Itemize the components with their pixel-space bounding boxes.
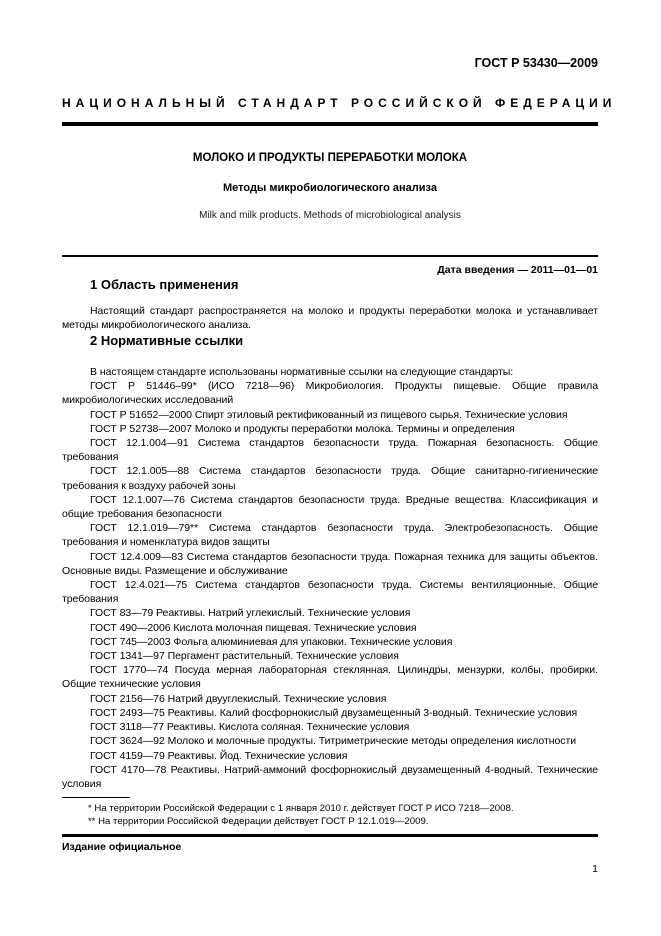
title-rule: [62, 255, 598, 257]
reference-item: ГОСТ 83—79 Реактивы. Натрий углекислый. Технические условия: [90, 607, 411, 620]
reference-item: ГОСТ 12.1.005—88 Система стандартов безопасности труда. Общие санитарно-гигиенические требования к воздуху рабочей зоны: [62, 465, 598, 492]
reference-item: ГОСТ 2156—76 Натрий двууглекислый. Технические условия: [90, 692, 387, 705]
reference-item: ГОСТ 745—2003 Фольга алюминиевая для упаковки. Технические условия: [90, 635, 453, 648]
reference-item: ГОСТ 12.1.007—76 Система стандартов безопасности труда. Вредные вещества. Классификация и общие требования безопасности: [62, 493, 598, 521]
reference-item: ГОСТ 2493—75 Реактивы. Калий фосфорнокислый двузамещенный 3-водный. Технические условия: [90, 706, 578, 719]
footer-rule: [62, 834, 598, 837]
footnote-1: * На территории Российской Федерации с 1 января 2010 г. действует ГОСТ Р ИСО 7218—2008.: [88, 803, 514, 815]
reference-item: ГОСТ 3624—92 Молоко и молочные продукты. Титриметрические методы определения кислотности: [90, 735, 577, 748]
reference-item: ГОСТ 12.1.019—79** Система стандартов безопасности труда. Электробезопасность. Общие требования и номенклатура видов защиты: [62, 522, 598, 549]
reference-item: ГОСТ 12.4.021—75 Система стандартов безопасности труда. Системы вентиляционные. Общие требования: [62, 579, 598, 606]
introduction-date: Дата введения — 2011—01—01: [437, 264, 598, 276]
reference-item: ГОСТ 490—2006 Кислота молочная пищевая. Технические условия: [90, 621, 417, 634]
reference-item: ГОСТ Р 52738—2007 Молоко и продукты переработки молока. Термины и определения: [90, 422, 515, 435]
doc-subtitle-ru: Методы микробиологического анализа: [223, 182, 437, 194]
footnote-2: ** На территории Российской Федерации действует ГОСТ Р 12.1.019—2009.: [88, 815, 429, 827]
reference-item: ГОСТ 4159—79 Реактивы. Йод. Технические условия: [90, 749, 348, 762]
reference-item: ГОСТ Р 51652—2000 Спирт этиловый ректификованный из пищевого сырья. Технические условия: [90, 408, 568, 421]
reference-item: ГОСТ 1770—74 Посуда мерная лабораторная стеклянная. Цилиндры, мензурки, колбы, пробирки. Общие технические условия: [62, 664, 598, 691]
doc-title-ru: МОЛОКО И ПРОДУКТЫ ПЕРЕРАБОТКИ МОЛОКА: [192, 152, 468, 164]
section-heading-references: 2 Нормативные ссылки: [90, 332, 244, 348]
doc-title-en: Milk and milk products. Methods of microbiological analysis: [199, 210, 461, 221]
reference-item: ГОСТ 4170—78 Реактивы. Натрий-аммоний фосфорнокислый двузамещенный 4-водный. Технические условия: [62, 763, 598, 790]
edition-note: Издание официальное: [62, 841, 182, 854]
scope-paragraph: Настоящий стандарт распространяется на молоко и продукты переработки молока и устанавливает методы микробиологического анализа.: [62, 305, 598, 332]
standard-type-heading: НАЦИОНАЛЬНЫЙ СТАНДАРТ РОССИЙСКОЙ ФЕДЕРАЦИИ: [62, 96, 617, 110]
reference-item: ГОСТ 3118—77 Реактивы. Кислота соляная. Технические условия: [90, 721, 410, 734]
page-number: 1: [592, 863, 598, 876]
reference-item: ГОСТ Р 51446–99* (ИСО 7218—96) Микробиология. Продукты пищевые. Общие правила микробиологических исследований: [62, 380, 598, 407]
footnote-separator: [62, 797, 130, 798]
section-heading-scope: 1 Область применения: [90, 277, 239, 292]
header-rule: [62, 122, 598, 126]
reference-item: ГОСТ 1341—97 Пергамент растительный. Технические условия: [90, 650, 399, 663]
references-list: [62, 379, 598, 791]
references-intro: В настоящем стандарте использованы нормативные ссылки на следующие стандарты:: [90, 365, 514, 378]
reference-item: ГОСТ 12.4.009—83 Система стандартов безопасности труда. Пожарная техника для защиты объектов. Основные виды. Размещение и обслуживание: [62, 550, 598, 577]
doc-code: ГОСТ Р 53430—2009: [474, 56, 598, 70]
reference-item: ГОСТ 12.1.004—91 Система стандартов безопасности труда. Пожарная безопасность. Общие требования: [62, 437, 598, 464]
footnote-block: [62, 797, 598, 828]
